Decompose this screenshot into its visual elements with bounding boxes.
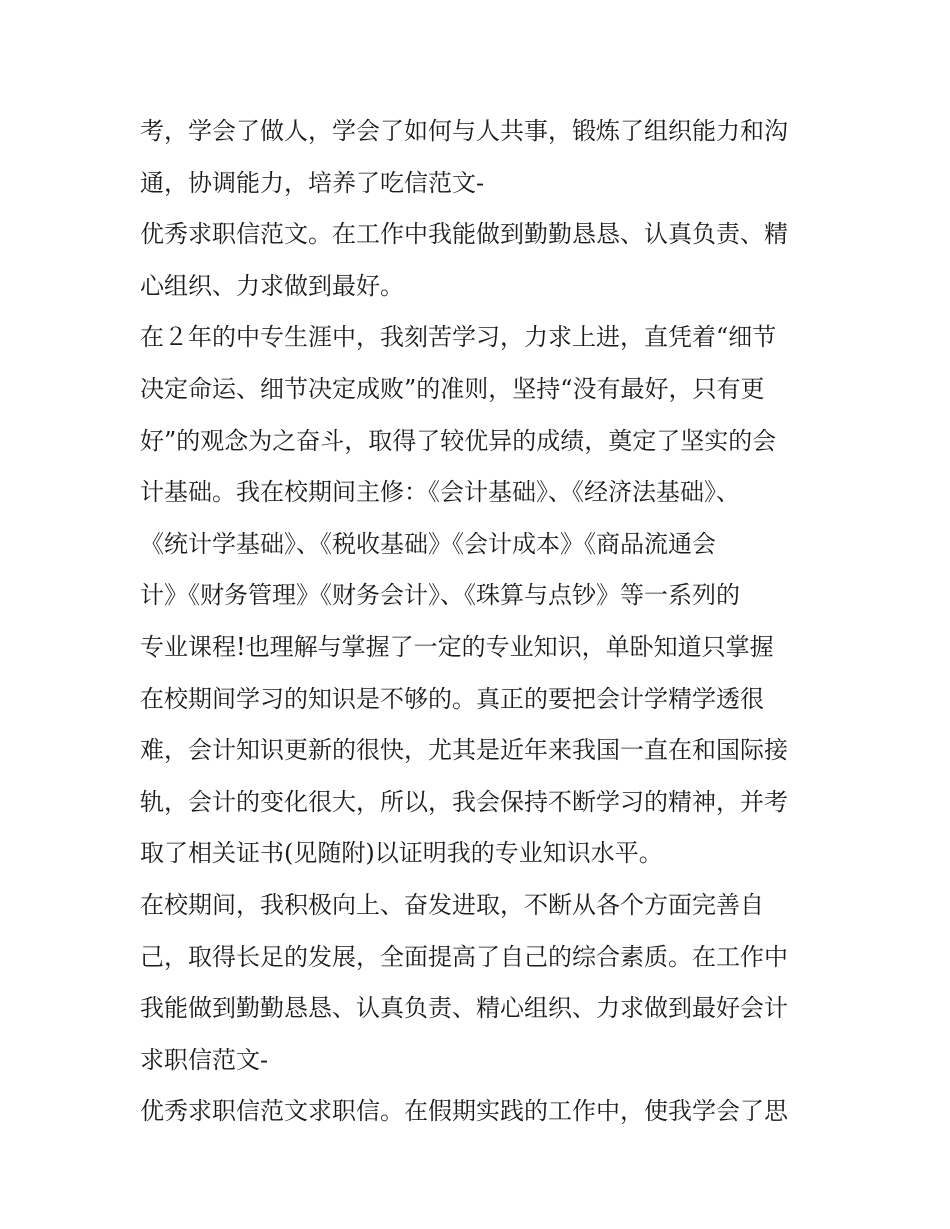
text-line: 好”的观念为之奋斗，取得了较优异的成绩，奠定了坚实的会 bbox=[140, 426, 777, 455]
text-line: 优秀求职信范文。在工作中我能做到勤勤恳恳、认真负责、精 bbox=[140, 220, 788, 249]
text-line: 通，协调能力，培养了吃信范文- bbox=[140, 168, 485, 197]
text-line: 心组织、力求做到最好。 bbox=[140, 271, 404, 300]
text-line: 轨，会计的变化很大，所以，我会保持不断学习的精神，并考 bbox=[140, 787, 788, 816]
text-line: 难，会计知识更新的很快，尤其是近年来我国一直在和国际接 bbox=[140, 736, 788, 765]
text-line: 在２年的中专生涯中，我刻苦学习，力求上进，直凭着“细节 bbox=[140, 323, 777, 352]
text-line: 计基础。我在校期间主修：《会计基础》、《经济法基础》、 bbox=[140, 478, 740, 507]
text-line: 优秀求职信范文求职信。在假期实践的工作中，使我学会了思 bbox=[140, 1097, 788, 1126]
text-line: 在校期间，我积极向上、奋发进取，不断从各个方面完善自 bbox=[140, 890, 764, 919]
text-line: 取了相关证书(见随附)以证明我的专业知识水平。 bbox=[140, 839, 663, 868]
text-line: 计》《财务管理》《财务会计》、《珠算与点钞》等一系列的 bbox=[140, 581, 740, 610]
text-line: 决定命运、细节决定成败”的准则，坚持“没有最好，只有更 bbox=[140, 374, 765, 403]
text-line: 求职信范文- bbox=[140, 1045, 269, 1074]
text-line: 己，取得长足的发展，全面提高了自己的综合素质。在工作中 bbox=[140, 942, 788, 971]
text-line: 考，学会了做人，学会了如何与人共事，锻炼了组织能力和沟 bbox=[140, 117, 788, 145]
body-text bbox=[140, 106, 830, 1138]
text-line: 在校期间学习的知识是不够的。真正的要把会计学精学透很 bbox=[140, 684, 764, 713]
text-line: 《统计学基础》、《税收基础》《会计成本》《商品流通会 bbox=[140, 529, 716, 558]
text-line: 我能做到勤勤恳恳、认真负责、精心组织、力求做到最好会计 bbox=[140, 994, 788, 1023]
text-line: 专业课程!也理解与掌握了一定的专业知识，单卧知道只掌握 bbox=[140, 632, 774, 661]
